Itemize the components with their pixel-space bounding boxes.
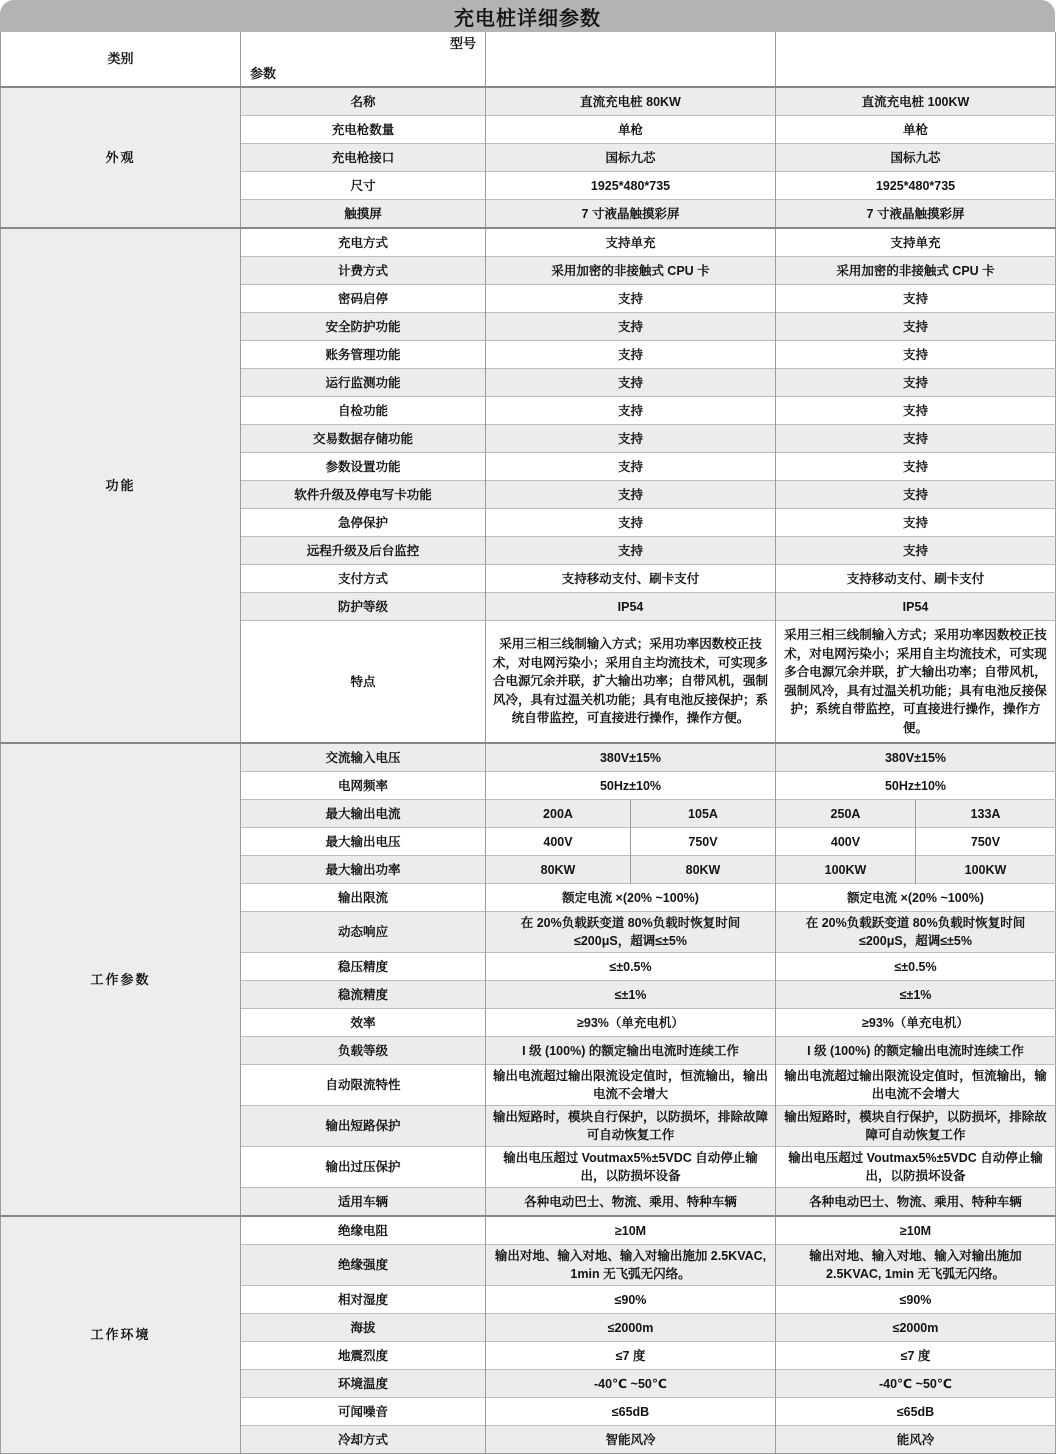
page-title: 充电桩详细参数	[0, 0, 1055, 32]
spec-value: IP54	[486, 593, 776, 621]
spec-value: 在 20%负载跃变道 80%负载时恢复时间 ≤200μS，超调≤±5%	[776, 912, 1056, 953]
spec-value: ≤65dB	[776, 1398, 1056, 1426]
spec-value: ≤±1%	[776, 981, 1056, 1009]
spec-value: ≤±0.5%	[776, 953, 1056, 981]
spec-value: 7 寸液晶触摸彩屏	[776, 200, 1056, 229]
param-label: 远程升级及后台监控	[241, 537, 486, 565]
spec-value: 输出电压超过 Voutmax5%±5VDC 自动停止输出，以防损坏设备	[776, 1147, 1056, 1188]
spec-value: 支持	[776, 313, 1056, 341]
param-label: 软件升级及停电写卡功能	[241, 481, 486, 509]
spec-value: ≤7 度	[776, 1342, 1056, 1370]
param-label: 急停保护	[241, 509, 486, 537]
param-label: 可闻噪音	[241, 1398, 486, 1426]
spec-value: 能风冷	[776, 1426, 1056, 1454]
spec-value: 支持	[776, 537, 1056, 565]
model-axis-label: 型号	[449, 36, 476, 51]
param-label: 输出限流	[241, 884, 486, 912]
param-label: 账务管理功能	[241, 341, 486, 369]
param-label: 名称	[241, 87, 486, 116]
spec-value: 支持	[776, 509, 1056, 537]
param-label: 冷却方式	[241, 1426, 486, 1454]
param-label: 海拔	[241, 1314, 486, 1342]
spec-value: 采用加密的非接触式 CPU 卡	[776, 257, 1056, 285]
spec-value: 国标九芯	[776, 144, 1056, 172]
spec-value: 105A	[631, 800, 776, 828]
spec-value: 750V	[916, 828, 1056, 856]
table-row	[1, 1216, 1056, 1245]
param-label: 防护等级	[241, 593, 486, 621]
param-label: 效率	[241, 1009, 486, 1037]
spec-value: -40℃ ~50℃	[486, 1370, 776, 1398]
param-label: 充电方式	[241, 228, 486, 257]
spec-value: 750V	[631, 828, 776, 856]
spec-value: 支持	[486, 425, 776, 453]
spec-value: 支持单充	[776, 228, 1056, 257]
spec-value: 支持移动支付、刷卡支付	[776, 565, 1056, 593]
parameter-axis-label: 参数	[250, 66, 277, 81]
spec-value: 支持	[776, 453, 1056, 481]
param-label: 交流输入电压	[241, 743, 486, 772]
param-label: 输出短路保护	[241, 1106, 486, 1147]
spec-value: 7 寸液晶触摸彩屏	[486, 200, 776, 229]
spec-value: 支持	[486, 397, 776, 425]
spec-value: 输出电流超过输出限流设定值时，恒流输出，输出电流不会增大	[486, 1065, 776, 1106]
param-label: 最大输出电流	[241, 800, 486, 828]
spec-value: 支持	[776, 285, 1056, 313]
param-label: 交易数据存储功能	[241, 425, 486, 453]
spec-value: 支持	[486, 453, 776, 481]
spec-value: 支持	[486, 509, 776, 537]
param-label: 充电枪数量	[241, 116, 486, 144]
param-label: 最大输出功率	[241, 856, 486, 884]
spec-value: ≥10M	[486, 1216, 776, 1245]
param-label: 适用车辆	[241, 1188, 486, 1217]
param-label: 稳压精度	[241, 953, 486, 981]
spec-value: 支持	[776, 369, 1056, 397]
spec-value: 支持	[776, 481, 1056, 509]
spec-value: 50Hz±10%	[776, 772, 1056, 800]
spec-value: 支持	[486, 285, 776, 313]
spec-value: 在 20%负载跃变道 80%负载时恢复时间 ≤200μS，超调≤±5%	[486, 912, 776, 953]
spec-value: 支持	[486, 369, 776, 397]
spec-value: 输出对地、输入对地、输入对输出施加 2.5KVAC, 1min 无飞弧无闪络。	[486, 1245, 776, 1286]
category-label: 功能	[1, 228, 241, 743]
param-label: 地震烈度	[241, 1342, 486, 1370]
feature-text: 采用三相三线制输入方式；采用功率因数校正技术，对电网污染小；采用自主均流技术，可实现多合电源冗余并联，扩大输出功率；自带风机，强制风冷，具有过温关机功能；具有电池反接保护；系统自带监控，可直接进行操作，操作方便。	[486, 621, 776, 744]
spec-value: 单枪	[486, 116, 776, 144]
param-label: 负载等级	[241, 1037, 486, 1065]
spec-value: ≤90%	[776, 1286, 1056, 1314]
param-label: 环境温度	[241, 1370, 486, 1398]
spec-value: -40℃ ~50℃	[776, 1370, 1056, 1398]
spec-value: 250A	[776, 800, 916, 828]
spec-value: ≤±0.5%	[486, 953, 776, 981]
spec-value: 国标九芯	[486, 144, 776, 172]
spec-value: 单枪	[776, 116, 1056, 144]
spec-table	[0, 32, 1056, 1454]
param-label: 充电枪接口	[241, 144, 486, 172]
param-label: 自动限流特性	[241, 1065, 486, 1106]
spec-value: ≥93%（单充电机）	[776, 1009, 1056, 1037]
table-row	[1, 87, 1056, 116]
param-label: 绝缘强度	[241, 1245, 486, 1286]
param-label: 相对湿度	[241, 1286, 486, 1314]
spec-value: 1925*480*735	[776, 172, 1056, 200]
spec-value: 采用加密的非接触式 CPU 卡	[486, 257, 776, 285]
spec-value: 支持	[776, 397, 1056, 425]
spec-value: ≥10M	[776, 1216, 1056, 1245]
spec-value: ≤±1%	[486, 981, 776, 1009]
table-row	[1, 228, 1056, 257]
spec-value: 400V	[486, 828, 631, 856]
spec-value: 支持	[486, 313, 776, 341]
spec-value: 输出电压超过 Voutmax5%±5VDC 自动停止输出，以防损坏设备	[486, 1147, 776, 1188]
spec-value: 1925*480*735	[486, 172, 776, 200]
category-label: 外观	[1, 87, 241, 228]
spec-value: 支持	[486, 341, 776, 369]
param-label: 最大输出电压	[241, 828, 486, 856]
spec-value: 支持	[776, 425, 1056, 453]
param-label: 参数设置功能	[241, 453, 486, 481]
param-label: 计费方式	[241, 257, 486, 285]
spec-value: 直流充电桩 80KW	[486, 87, 776, 116]
param-label: 绝缘电阻	[241, 1216, 486, 1245]
spec-value: IP54	[776, 593, 1056, 621]
param-label: 触摸屏	[241, 200, 486, 229]
spec-value: 输出对地、输入对地、输入对输出施加 2.5KVAC, 1min 无飞弧无闪络。	[776, 1245, 1056, 1286]
param-label: 输出过压保护	[241, 1147, 486, 1188]
spec-value: 输出短路时，模块自行保护，以防损坏，排除故障可自动恢复工作	[486, 1106, 776, 1147]
spec-value: 80KW	[631, 856, 776, 884]
spec-value: I 级 (100%) 的额定输出电流时连续工作	[486, 1037, 776, 1065]
param-label: 动态响应	[241, 912, 486, 953]
spec-value: 400V	[776, 828, 916, 856]
feature-text: 采用三相三线制输入方式；采用功率因数校正技术，对电网污染小；采用自主均流技术，可实现多合电源冗余并联，扩大输出功率；自带风机，强制风冷，具有过温关机功能；具有电池反接保护；系统自带监控，可直接进行操作，操作方便。	[776, 621, 1056, 744]
param-label: 运行监测功能	[241, 369, 486, 397]
model-header-cell-1	[486, 32, 776, 87]
category-label: 工作参数	[1, 743, 241, 1216]
param-label: 特点	[241, 621, 486, 744]
param-label: 自检功能	[241, 397, 486, 425]
spec-value: 输出短路时，模块自行保护，以防损坏，排除故障可自动恢复工作	[776, 1106, 1056, 1147]
spec-value: 直流充电桩 100KW	[776, 87, 1056, 116]
spec-value: 380V±15%	[486, 743, 776, 772]
spec-value: 支持移动支付、刷卡支付	[486, 565, 776, 593]
param-label: 密码启停	[241, 285, 486, 313]
param-label: 安全防护功能	[241, 313, 486, 341]
spec-value: ≤2000m	[776, 1314, 1056, 1342]
spec-value: 80KW	[486, 856, 631, 884]
spec-value: 支持	[486, 537, 776, 565]
spec-value: 额定电流 ×(20% ~100%)	[776, 884, 1056, 912]
param-label: 支付方式	[241, 565, 486, 593]
category-label: 工作环境	[1, 1216, 241, 1454]
param-label: 稳流精度	[241, 981, 486, 1009]
spec-value: 支持	[486, 481, 776, 509]
model-header-cell-2	[776, 32, 1056, 87]
spec-value: 支持	[776, 341, 1056, 369]
diagonal-header-cell	[241, 32, 486, 87]
category-header: 类别	[1, 32, 241, 87]
spec-value: 智能风冷	[486, 1426, 776, 1454]
spec-value: I 级 (100%) 的额定输出电流时连续工作	[776, 1037, 1056, 1065]
spec-value: ≤90%	[486, 1286, 776, 1314]
param-label: 尺寸	[241, 172, 486, 200]
table-row	[1, 743, 1056, 772]
spec-value: ≤65dB	[486, 1398, 776, 1426]
spec-value: ≤2000m	[486, 1314, 776, 1342]
spec-value: 200A	[486, 800, 631, 828]
spec-value: ≤7 度	[486, 1342, 776, 1370]
spec-value: 50Hz±10%	[486, 772, 776, 800]
table-header-row	[1, 32, 1056, 87]
spec-value: 支持单充	[486, 228, 776, 257]
spec-value: 133A	[916, 800, 1056, 828]
spec-value: 额定电流 ×(20% ~100%)	[486, 884, 776, 912]
spec-table-body	[1, 32, 1056, 1454]
spec-value: 100KW	[776, 856, 916, 884]
spec-value: 380V±15%	[776, 743, 1056, 772]
spec-value: ≥93%（单充电机）	[486, 1009, 776, 1037]
spec-value: 输出电流超过输出限流设定值时，恒流输出，输出电流不会增大	[776, 1065, 1056, 1106]
spec-value: 各种电动巴士、物流、乘用、特种车辆	[776, 1188, 1056, 1217]
spec-value: 各种电动巴士、物流、乘用、特种车辆	[486, 1188, 776, 1217]
spec-value: 100KW	[916, 856, 1056, 884]
param-label: 电网频率	[241, 772, 486, 800]
